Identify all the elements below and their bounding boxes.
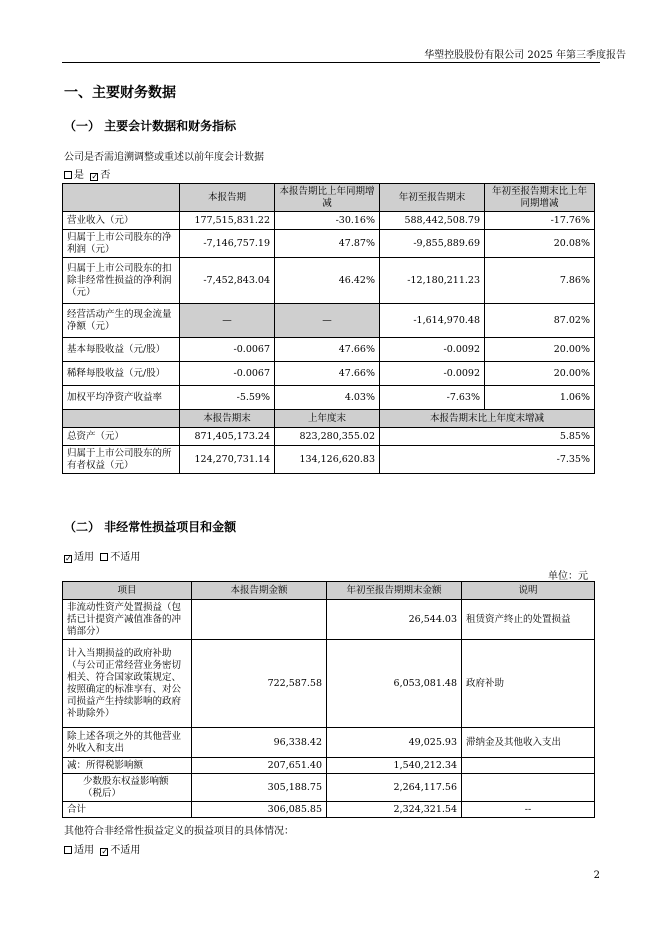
report-header-title: 华塑控股股份有限公司 2025 年第三季度报告 [424,50,626,61]
table-row [63,258,595,304]
row-label: 归属于上市公司股东的所有者权益（元） [63,446,180,474]
cell-value: -9,855,889.69 [380,230,485,258]
row-label: 计入当期损益的政府补助（与公司正常经营业务密切相关、符合国家政策规定、按照确定的标准享有、对公司损益产生持续影响的政府补助除外） [63,640,192,728]
restatement-options [64,166,110,181]
table-row [63,446,595,474]
cell-value: 20.00% [485,338,595,362]
table-row [63,758,595,774]
cell-value: 20.00% [485,362,595,386]
cell-value: 4.03% [275,386,380,410]
cell-value [192,600,327,640]
header-period-end: 本报告期末 [180,410,275,428]
cell-value: -5.59% [180,386,275,410]
header-current-amount: 本报告期金额 [192,582,327,600]
cell-value: -7.35% [380,446,595,474]
row-label: 基本每股收益（元/股） [63,338,180,362]
row-label: 减：所得税影响额 [63,758,192,774]
option-na-label: 不适用 [110,845,141,856]
table-row [63,640,595,728]
cell-value: -7.63% [380,386,485,410]
cell-value: 306,085.85 [192,802,327,818]
cell-note [462,774,595,802]
table-row [63,338,595,362]
cell-value: 47.66% [275,338,380,362]
cell-value: 46.42% [275,258,380,304]
row-label: 归属于上市公司股东的扣除非经常性损益的净利润（元） [63,258,180,304]
table-row [63,728,595,758]
cell-value: — [275,304,380,338]
row-label: 加权平均净资产收益率 [63,386,180,410]
cell-value: 177,515,831.22 [180,212,275,230]
table-row [63,362,595,386]
row-label: 除上述各项之外的其他营业外收入和支出 [63,728,192,758]
table-row [63,230,595,258]
cell-value: 20.08% [485,230,595,258]
header-note: 说明 [462,582,595,600]
cell-value: 722,587.58 [192,640,327,728]
header-ytd-amount: 年初至报告期期末金额 [327,582,462,600]
header-item: 项目 [63,582,192,600]
subsection-title-non-recurring: （二） 非经常性损益项目和金额 [64,520,237,534]
cell-note: 滞纳金及其他收入支出 [462,728,595,758]
cell-value: 5.85% [380,428,595,446]
cell-value: 7.86% [485,258,595,304]
section-title-main-financial-data: 一、主要财务数据 [64,85,176,101]
checkbox-na-checked: ✓ [101,847,109,856]
cell-value: 588,442,508.79 [380,212,485,230]
cell-value: -0.0067 [180,338,275,362]
header-ytd: 年初至报告期末 [380,184,485,212]
cell-value: -0.0067 [180,362,275,386]
checkbox-no-checked: ✓ [91,172,99,181]
other-items-options [64,841,140,856]
header-current-period: 本报告期 [180,184,275,212]
row-label: 经营活动产生的现金流量净额（元） [63,304,180,338]
table-row [63,428,595,446]
table-row [63,212,595,230]
cell-value: 305,188.75 [192,774,327,802]
checkbox-na-unchecked [100,553,108,561]
cell-value: -0.0092 [380,362,485,386]
row-label: 总资产（元） [63,428,180,446]
cell-value: -7,146,757.19 [180,230,275,258]
cell-value: -12,180,211.23 [380,258,485,304]
table-row [63,600,595,640]
cell-value: 26,544.03 [327,600,462,640]
checkbox-yes-unchecked [64,171,72,179]
subsection-title-accounting-data: （一） 主要会计数据和财务指标 [64,119,237,133]
row-label: 少数股东权益影响额（税后） [63,774,192,802]
cell-value: 2,264,117.56 [327,774,462,802]
cell-value: 47.66% [275,362,380,386]
checkbox-apply-checked: ✓ [65,554,72,563]
cell-value: -7,452,843.04 [180,258,275,304]
cell-value: 124,270,731.14 [180,446,275,474]
table-header-row [63,582,595,600]
option-apply-label: 适用 [74,552,94,563]
header-empty-cell [63,410,180,428]
cell-value: -0.0092 [380,338,485,362]
row-label: 归属于上市公司股东的净利润（元） [63,230,180,258]
header-current-yoy: 本报告期比上年同期增减 [275,184,380,212]
table-row [63,802,595,818]
unit-label: 单位：元 [548,571,588,582]
table-row [63,304,595,338]
header-prior-year-end: 上年度末 [275,410,380,428]
table-row [63,386,595,410]
cell-value: 6,053,081.48 [327,640,462,728]
cell-value: -17.76% [485,212,595,230]
cell-note: -- [462,802,595,818]
cell-value: 871,405,173.24 [180,428,275,446]
cell-value: 49,025.93 [327,728,462,758]
non-recurring-items-table [62,581,595,818]
cell-note: 租赁资产终止的处置损益 [462,600,595,640]
row-label: 非流动性资产处置损益（包括已计提资产减值准备的冲销部分） [63,600,192,640]
table-header-row [63,184,595,212]
non-recurring-options [64,548,140,563]
cell-value: 1,540,212.34 [327,758,462,774]
row-label: 营业收入（元） [63,212,180,230]
row-label: 合计 [63,802,192,818]
cell-value: 823,280,355.02 [275,428,380,446]
restatement-question: 公司是否需追溯调整或重述以前年度会计数据 [64,152,264,163]
cell-note [462,758,595,774]
checkbox-apply-unchecked [64,846,72,854]
cell-value: 1.06% [485,386,595,410]
table-subheader-row [63,410,595,428]
cell-value: -1,614,970.48 [380,304,485,338]
row-label: 稀释每股收益（元/股） [63,362,180,386]
cell-value: 96,338.42 [192,728,327,758]
option-na-label: 不适用 [110,552,141,563]
header-ytd-yoy: 年初至报告期末比上年同期增减 [485,184,595,212]
cell-value: 87.02% [485,304,595,338]
cell-value: 134,126,620.83 [275,446,380,474]
key-financial-data-table [62,183,595,474]
header-change-vs-prior-year-end: 本报告期末比上年度末增减 [380,410,595,428]
cell-value: 2,324,321.54 [327,802,462,818]
cell-note: 政府补助 [462,640,595,728]
page-number: 2 [593,870,600,881]
other-items-text: 其他符合非经常性损益定义的损益项目的具体情况： [64,826,294,837]
cell-value: -30.16% [275,212,380,230]
option-apply-label: 适用 [74,845,94,856]
table-row [63,774,595,802]
header-empty-cell [63,184,180,212]
cell-value: 47.87% [275,230,380,258]
option-no-label: 否 [100,170,111,181]
cell-value: — [180,304,275,338]
header-divider [62,62,600,63]
option-yes-label: 是 [74,170,84,181]
cell-value: 207,651.40 [192,758,327,774]
